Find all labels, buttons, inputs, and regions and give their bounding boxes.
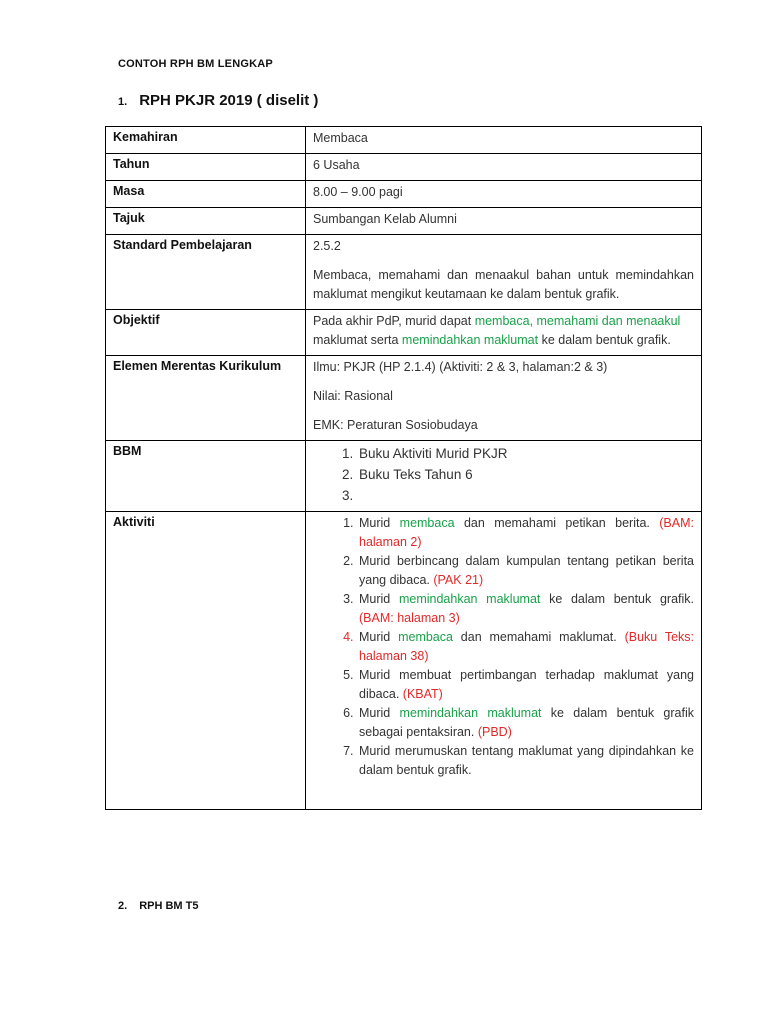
section-1-title: RPH PKJR 2019 ( diselit ) [139, 92, 319, 109]
section-2-number: 2. [118, 900, 128, 912]
section-1-heading [118, 92, 318, 109]
elemen-ilmu: Ilmu: PKJR (HP 2.1.4) (Aktiviti: 2 & 3, halaman:2 & 3) [313, 360, 608, 374]
section-2-title: RPH BM T5 [139, 900, 199, 912]
list-item: 2. Buku Teks Tahun 6 [357, 464, 694, 485]
activity-reference: (KBAT) [402, 687, 443, 701]
list-item [357, 666, 694, 704]
activity-text: ke dalam bentuk grafik. [540, 592, 695, 606]
elemen-emk: EMK: Peraturan Sosiobudaya [313, 418, 478, 432]
row-label-masa: Masa [106, 181, 306, 208]
table-row [106, 356, 702, 441]
activity-text: Murid merumuskan tentang maklumat yang dipindahkan ke dalam bentuk grafik. [359, 744, 694, 777]
table-row [106, 441, 702, 512]
activity-reference: (PBD) [477, 725, 512, 739]
row-label-tahun: Tahun [106, 154, 306, 181]
row-value-masa: 8.00 – 9.00 pagi [306, 181, 702, 208]
activity-reference: (BAM: halaman 2) [359, 516, 694, 549]
table-row [106, 310, 702, 356]
activity-text: ke dalam bentuk grafik sebagai pentaksiran. [359, 706, 694, 739]
activity-text: dan memahami petikan berita. [454, 516, 660, 530]
activity-text: Murid membuat pertimbangan terhadap maklumat yang dibaca. [359, 668, 694, 701]
row-value-kemahiran: Membaca [306, 127, 702, 154]
row-value-bbm [306, 441, 702, 512]
section-2-heading [118, 900, 198, 912]
row-label-tajuk: Tajuk [106, 208, 306, 235]
activity-reference: (PAK 21) [433, 573, 484, 587]
activity-text: dan memahami maklumat. [452, 630, 625, 644]
list-item [357, 485, 694, 506]
list-item [357, 742, 694, 780]
row-label-elemen: Elemen Merentas Kurikulum [106, 356, 306, 441]
row-label-standard: Standard Pembelajaran [106, 235, 306, 310]
objektif-text: Pada akhir PdP, murid dapat [313, 314, 475, 328]
standard-code: 2.5.2 [313, 239, 341, 253]
activity-text: Murid [359, 592, 399, 606]
table-row [106, 181, 702, 208]
section-1-number: 1. [118, 96, 128, 108]
table-row [106, 512, 702, 810]
row-value-standard [306, 235, 702, 310]
table-row [106, 235, 702, 310]
activity-reference: (Buku Teks: halaman 38) [359, 630, 694, 663]
row-value-tahun: 6 Usaha [306, 154, 702, 181]
list-item [357, 628, 694, 666]
elemen-nilai: Nilai: Rasional [313, 389, 393, 403]
list-item [357, 514, 694, 552]
objektif-highlight: memindahkan maklumat [401, 333, 539, 347]
table-row [106, 127, 702, 154]
list-item [357, 552, 694, 590]
row-value-objektif [306, 310, 702, 356]
objektif-text: maklumat serta [313, 333, 402, 347]
row-label-aktiviti: Aktiviti [106, 512, 306, 810]
objektif-highlight: membaca, memahami dan menaakul [474, 314, 681, 328]
activity-text: Murid [359, 706, 400, 720]
row-value-aktiviti [306, 512, 702, 810]
activity-text: Murid [359, 516, 400, 530]
list-item [357, 704, 694, 742]
table-row [106, 154, 702, 181]
row-label-kemahiran: Kemahiran [106, 127, 306, 154]
row-value-tajuk: Sumbangan Kelab Alumni [306, 208, 702, 235]
activity-highlight: memindahkan maklumat [399, 706, 542, 720]
row-label-bbm: BBM [106, 441, 306, 512]
list-item: 1. Buku Aktiviti Murid PKJR [357, 443, 694, 464]
document-title: CONTOH RPH BM LENGKAP [118, 58, 273, 70]
standard-text: Membaca, memahami dan menaakul bahan untuk memindahkan maklumat mengikut keutamaan ke dalam bentuk grafik. [313, 268, 694, 301]
activity-highlight: membaca [398, 630, 453, 644]
rph-table [105, 126, 702, 810]
aktiviti-list [313, 514, 694, 780]
bbm-list [313, 443, 694, 506]
activity-text: Murid berbincang dalam kumpulan tentang petikan berita yang dibaca. [359, 554, 694, 587]
activity-highlight: membaca [399, 516, 455, 530]
row-value-elemen [306, 356, 702, 441]
activity-highlight: memindahkan maklumat [398, 592, 541, 606]
activity-text: Murid [359, 630, 399, 644]
row-label-objektif: Objektif [106, 310, 306, 356]
activity-reference: (BAM: halaman 3) [359, 611, 460, 625]
table-row [106, 208, 702, 235]
list-item [357, 590, 694, 628]
objektif-text: ke dalam bentuk grafik. [538, 333, 671, 347]
